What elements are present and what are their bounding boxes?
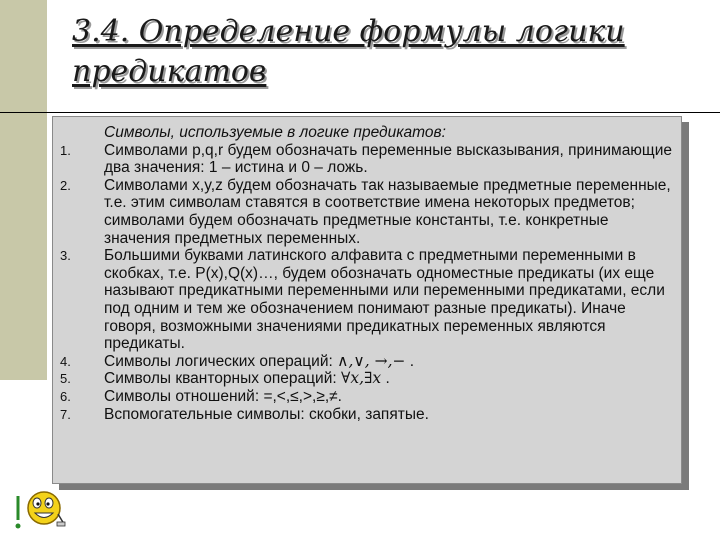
item-text: Символы кванторных операций: bbox=[104, 370, 337, 388]
item-text: Символы отношений: =,<,≤,>,≥,≠. bbox=[104, 387, 342, 405]
quantifier-symbols: ∀x,∃x bbox=[340, 369, 382, 388]
logic-symbols: ∧,∨, →,− bbox=[337, 351, 406, 370]
list-item bbox=[60, 369, 674, 388]
item-number: 1. bbox=[60, 142, 71, 158]
item-text: Вспомогательные символы: скобки, запятые. bbox=[104, 405, 429, 423]
intro-text: Символы, используемые в логике предикатов: bbox=[104, 124, 446, 141]
smiley-mascot-icon bbox=[14, 486, 66, 530]
list-item bbox=[60, 141, 674, 177]
item-number: 4. bbox=[60, 353, 71, 369]
item-text: Большими буквами латинского алфавита с предметными переменными в скобках, т.е. P(x),Q(x)…, будем обозначать одноместные предикаты (их еще называют предикатными переменными или переменными предикатами, если под одним и тем же обозначением понимают разные предикаты). Иначе говоря, возможными значениями предикатных переменных являются предикаты. bbox=[104, 247, 665, 353]
list-item bbox=[60, 176, 674, 247]
item-text: Символами p,q,r будем обозначать переменные высказывания, принимающие два значения: 1 – истина и 0 – ложь. bbox=[104, 141, 672, 177]
symbol-list bbox=[60, 141, 674, 424]
list-item bbox=[60, 351, 674, 371]
item-number: 6. bbox=[60, 388, 71, 404]
item-text: Символами x,y,z будем обозначать так называемые предметные переменные, т.е. этим символам ставятся в соответствие имена некоторых предметов; символами будем обозначать предметные константы, т.е. конкретные значения предметных переменных. bbox=[104, 176, 671, 247]
content-text bbox=[60, 124, 674, 423]
list-item bbox=[60, 387, 674, 406]
item-number: 5. bbox=[60, 371, 71, 387]
page-title: 3.4. Определение формулы логики предикатов bbox=[72, 14, 625, 89]
list-item bbox=[60, 247, 674, 353]
list-item bbox=[60, 405, 674, 424]
item-number: 3. bbox=[60, 248, 71, 264]
item-tail: . bbox=[405, 352, 415, 370]
item-tail: . bbox=[381, 370, 390, 388]
side-band bbox=[0, 0, 47, 380]
item-text: Символы логических операций: bbox=[104, 352, 333, 370]
title-divider bbox=[0, 112, 720, 113]
item-number: 7. bbox=[60, 406, 71, 422]
item-number: 2. bbox=[60, 177, 71, 193]
